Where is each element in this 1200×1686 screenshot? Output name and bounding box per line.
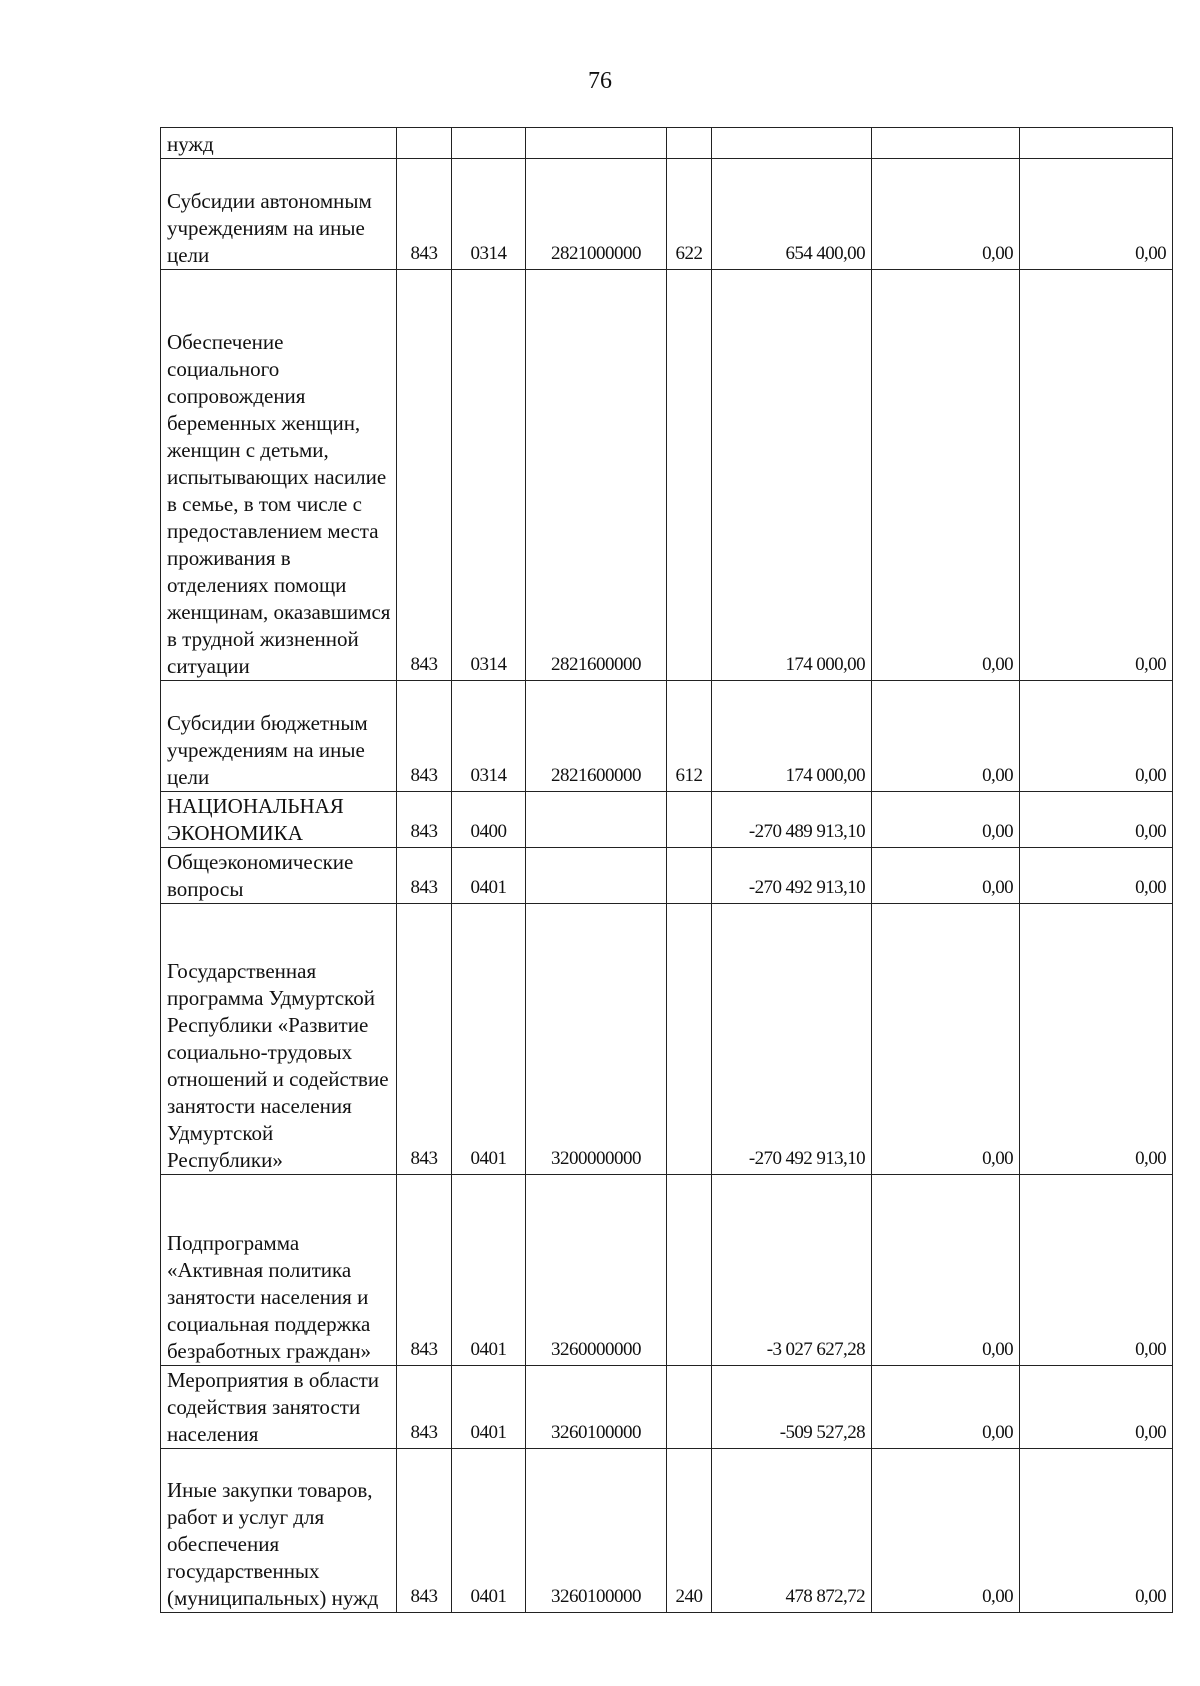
expense-type-code: [667, 270, 712, 681]
ved-code: 843: [397, 848, 452, 904]
row-name: Субсидии бюджетным учреждениям на иные цели: [161, 681, 397, 792]
row-name: Иные закупки товаров, работ и услуг для обеспечения государственных (муниципальных) нужд: [161, 1449, 397, 1613]
amount-1: -270 489 913,10: [712, 792, 872, 848]
expense-type-code: [667, 1366, 712, 1449]
section-code: 0400: [452, 792, 526, 848]
amount-3: [1020, 128, 1173, 159]
row-name: Субсидии автономным учреждениям на иные цели: [161, 159, 397, 270]
amount-3: 0,00: [1020, 159, 1173, 270]
row-name: Государственная программа Удмуртской Республики «Развитие социально-трудовых отношений и содействие занятости населения Удмуртской Республики»: [161, 904, 397, 1175]
amount-2: 0,00: [872, 1449, 1020, 1613]
amount-3: 0,00: [1020, 1449, 1173, 1613]
expense-type-code: [667, 1175, 712, 1366]
ved-code: 843: [397, 1366, 452, 1449]
page-number: 76: [588, 68, 612, 94]
amount-1: [712, 128, 872, 159]
target-article-code: 2821600000: [526, 270, 667, 681]
section-code: 0401: [452, 848, 526, 904]
expense-type-code: 240: [667, 1449, 712, 1613]
expense-type-code: 612: [667, 681, 712, 792]
ved-code: [397, 128, 452, 159]
target-article-code: 2821000000: [526, 159, 667, 270]
amount-2: [872, 128, 1020, 159]
table-row: [161, 270, 1173, 681]
ved-code: 843: [397, 792, 452, 848]
table-row: [161, 1449, 1173, 1613]
amount-1: 174 000,00: [712, 270, 872, 681]
amount-2: 0,00: [872, 1366, 1020, 1449]
row-name: Мероприятия в области содействия занятости населения: [161, 1366, 397, 1449]
target-article-code: 2821600000: [526, 681, 667, 792]
row-name: нужд: [161, 128, 397, 159]
amount-2: 0,00: [872, 681, 1020, 792]
amount-1: -270 492 913,10: [712, 904, 872, 1175]
amount-3: 0,00: [1020, 792, 1173, 848]
ved-code: 843: [397, 904, 452, 1175]
expense-type-code: [667, 848, 712, 904]
target-article-code: [526, 848, 667, 904]
amount-1: 174 000,00: [712, 681, 872, 792]
target-article-code: [526, 792, 667, 848]
table-row: [161, 1175, 1173, 1366]
amount-3: 0,00: [1020, 1366, 1173, 1449]
section-code: 0401: [452, 1366, 526, 1449]
table-row: [161, 848, 1173, 904]
row-name: Общеэкономические вопросы: [161, 848, 397, 904]
row-name: Подпрограмма «Активная политика занятости населения и социальная поддержка безработных граждан»: [161, 1175, 397, 1366]
section-code: 0314: [452, 159, 526, 270]
amount-3: 0,00: [1020, 904, 1173, 1175]
amount-2: 0,00: [872, 1175, 1020, 1366]
section-code: [452, 128, 526, 159]
section-code: 0314: [452, 681, 526, 792]
amount-3: 0,00: [1020, 1175, 1173, 1366]
table-row: [161, 159, 1173, 270]
amount-1: -270 492 913,10: [712, 848, 872, 904]
section-code: 0401: [452, 904, 526, 1175]
amount-3: 0,00: [1020, 270, 1173, 681]
amount-3: 0,00: [1020, 681, 1173, 792]
target-article-code: 3260100000: [526, 1449, 667, 1613]
target-article-code: 3200000000: [526, 904, 667, 1175]
amount-2: 0,00: [872, 848, 1020, 904]
row-name: Обеспечение социального сопровождения беременных женщин, женщин с детьми, испытывающих насилие в семье, в том числе с предоставлением места проживания в отделениях помощи женщинам, оказавшимся в трудной жизненной ситуации: [161, 270, 397, 681]
amount-1: -509 527,28: [712, 1366, 872, 1449]
target-article-code: 3260000000: [526, 1175, 667, 1366]
section-code: 0401: [452, 1175, 526, 1366]
amount-1: 654 400,00: [712, 159, 872, 270]
expense-type-code: [667, 792, 712, 848]
amount-1: 478 872,72: [712, 1449, 872, 1613]
table-row: [161, 792, 1173, 848]
budget-table: [160, 127, 1173, 1613]
ved-code: 843: [397, 1449, 452, 1613]
amount-2: 0,00: [872, 159, 1020, 270]
target-article-code: 3260100000: [526, 1366, 667, 1449]
ved-code: 843: [397, 1175, 452, 1366]
amount-1: -3 027 627,28: [712, 1175, 872, 1366]
section-code: 0401: [452, 1449, 526, 1613]
table-row: [161, 128, 1173, 159]
amount-2: 0,00: [872, 904, 1020, 1175]
amount-2: 0,00: [872, 270, 1020, 681]
expense-type-code: [667, 904, 712, 1175]
ved-code: 843: [397, 270, 452, 681]
expense-type-code: 622: [667, 159, 712, 270]
expense-type-code: [667, 128, 712, 159]
ved-code: 843: [397, 681, 452, 792]
amount-2: 0,00: [872, 792, 1020, 848]
section-code: 0314: [452, 270, 526, 681]
row-name: НАЦИОНАЛЬНАЯ ЭКОНОМИКА: [161, 792, 397, 848]
target-article-code: [526, 128, 667, 159]
ved-code: 843: [397, 159, 452, 270]
table-row: [161, 904, 1173, 1175]
table-row: [161, 681, 1173, 792]
table-row: [161, 1366, 1173, 1449]
amount-3: 0,00: [1020, 848, 1173, 904]
